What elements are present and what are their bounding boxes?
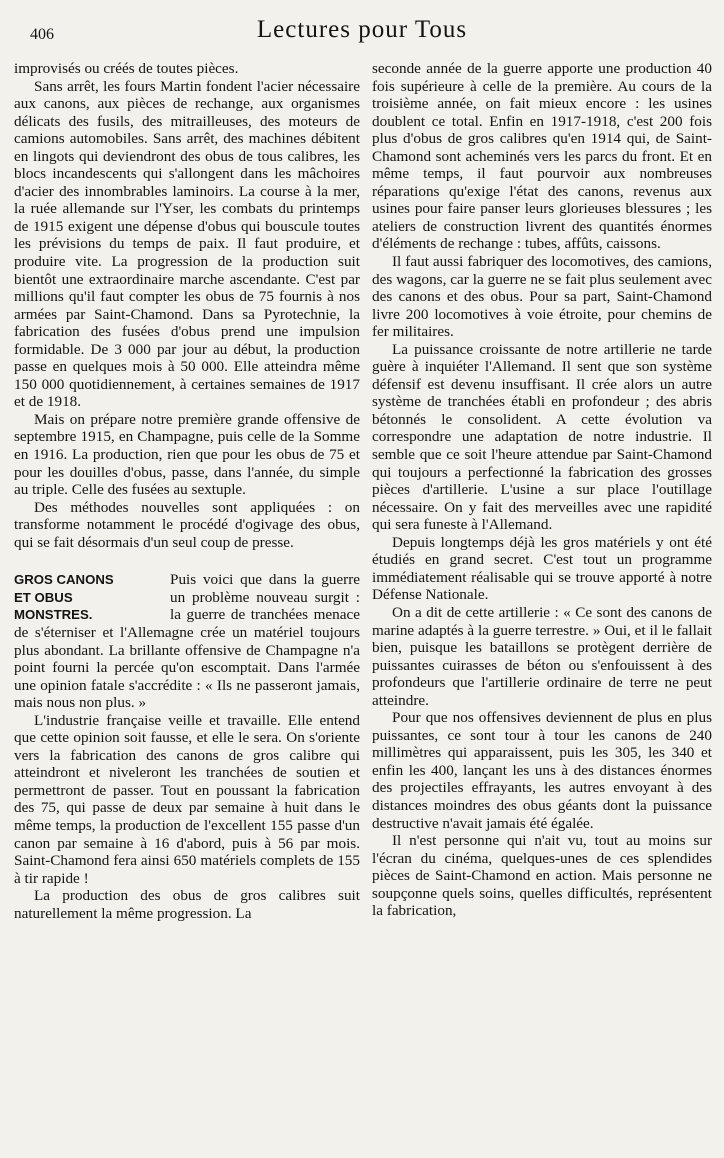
section-gros-canons bbox=[14, 571, 360, 711]
section-gap bbox=[14, 551, 360, 571]
subheading-line: GROS CANONS bbox=[14, 572, 114, 588]
paragraph: Pour que nos offensives deviennent de plus en plus puissantes, ce sont tour à tour les canons de 240 millimètres qui apparaissent, puis les 305, les 340 et enfin les 400, lançant les uns à des distances énormes des projectiles effrayants, les autres envoyant à des distances moindres des obus géants dont la puissance destructive n'avait jamais été égalée. bbox=[372, 709, 712, 832]
paragraph: improvisés ou créés de toutes pièces. bbox=[14, 60, 239, 77]
paragraph: Depuis longtemps déjà les gros matériels y ont été étudiés en grand secret. C'est tout un programme immédiatement réalisable qui se trouve apporté à notre Défense Nationale. bbox=[372, 533, 712, 604]
paragraph: Sans arrêt, les fours Martin fondent l'acier nécessaire aux canons, aux pièces de rechange, aux organismes délicats des fusils, des mitrailleuses, des moteurs de camions automobiles. Sans arrêt, des machines débitent en lingots qui deviendront des obus de tous calibres, les blocs incandescents qui s'allongent dans les mâchoires d'acier des innombrables laminoirs. La course à la mer, la ruée allemande sur l'Yser, les combats du printemps de 1915 exigent une dépense d'obus qui bouscule toutes les prévisions du temps de paix. Il faut produire, et produire vite. La progression de la production suit bientôt une extraordinaire marche ascendante. C'est par millions qu'il faut compter les obus de 75 fournis à nos armées par Saint-Chamond. Dans sa Pyrotechnie, la fabrication des fusées d'obus prend une impulsion formidable. De 3 000 par jour au début, la production passe en quelques mois à 50 000. Elle atteindra même 150 000 quotidiennement, à certaines semaines de 1917 et de 1918. bbox=[14, 77, 360, 411]
right-column bbox=[372, 60, 712, 920]
running-title: Lectures pour Tous bbox=[256, 16, 468, 43]
paragraph: Des méthodes nouvelles sont appliquées : on transforme notamment le procédé d'ogivage des obus, qui se fait désormais d'un seul coup de presse. bbox=[14, 498, 360, 551]
section-subheading bbox=[14, 571, 164, 624]
page-number: 406 bbox=[30, 26, 54, 43]
paragraph: seconde année de la guerre apporte une production 40 fois supérieure à celle de la première. Au cours de la troisième année, on fait mieux encore : les usines doublent ce total. Enfin en 1917-1918, c'est 200 fois plus d'obus de gros calibres qu'en 1914 qui, de Saint-Chamond sont acheminés vers les parcs du front. Et en même temps, il faut pourvoir aux nombreuses réparations qu'exige l'état des canons, revenus aux usines pour faire panser leurs glorieuses blessures ; les ateliers de construction livrent des quantités énormes d'éléments de rechange : tubes, affûts, caissons. bbox=[372, 60, 712, 253]
paragraph: Il faut aussi fabriquer des locomotives, des camions, des wagons, car la guerre ne se fait plus seulement avec des canons et des obus. Pour sa part, Saint-Chamond livre 200 locomotives à voie étroite, pour chemins de fer militaires. bbox=[372, 253, 712, 341]
paragraph: La puissance croissante de notre artillerie ne tarde guère à inquiéter l'Allemand. Il sent que son système défensif est devenu insuffisant. Il crée alors un autre système de tranchées établi en profondeur ; des abris bétonnés le consolident. A cette évolution va correspondre une adaptation de notre industrie. Il semble que ce soit l'heure attendue par Saint-Chamond qui toujours a perfectionné la fabrication des grosses pièces d'artillerie. L'usine a sur place l'outillage nécessaire. On y fait des merveilles avec une rapidité qui sera funeste à l'Allemand. bbox=[372, 340, 712, 534]
paragraph: La production des obus de gros calibres suit naturellement la même progression. La bbox=[14, 887, 360, 922]
paragraph: Puis voici que dans la guerre un problème nouveau surgit : la guerre de tranchées menace de s'éterniser et l'Allemagne crée un matériel toujours plus abondant. La brillante offensive de Champagne n'a point fourni la percée qu'on escomptait. Dans l'armée une opinion fatale s'accrédite : « Ils ne passeront jamais, mais nous non plus. » bbox=[14, 571, 360, 712]
left-column bbox=[14, 60, 360, 922]
paragraph: Mais on prépare notre première grande offensive de septembre 1915, en Champagne, puis celle de la Somme en 1916. La production, rien que pour les obus de 75 et pour les douilles d'obus, passe, dans l'année, du simple au triple. Celle des fusées au sextuple. bbox=[14, 410, 360, 499]
page-header bbox=[14, 16, 710, 50]
paragraph: On a dit de cette artillerie : « Ce sont des canons de marine adaptés à la guerre terrestre. » Oui, et il le fallait bien, puisque les bataillons se protègent derrière de puissantes cuirasses de béton ou s'enfouissent à des profondeurs que l'artillerie ordinaire de terre ne peut atteindre. bbox=[372, 603, 712, 709]
paragraph: L'industrie française veille et travaille. Elle entend que cette opinion soit fausse, et elle le sera. On s'oriente vers la fabrication des canons de gros calibre qui atteindront et niveleront les tranchées de soutien et permettront de passer. Tout en poussant la fabrication des 75, qui passe de deux par semaine à huit dans le même temps, la production de l'excellent 155 passe d'un canon par semaine à 16 d'abord, puis à 56 par mois. Saint-Chamond fera ainsi 650 matériels complets de 155 à tir rapide ! bbox=[14, 711, 360, 887]
subheading-line: ET OBUS bbox=[14, 589, 73, 605]
subheading-line: MONSTRES. bbox=[14, 607, 93, 623]
paragraph: Il n'est personne qui n'ait vu, tout au moins sur l'écran du cinéma, quelques-unes de ces splendides pièces de Saint-Chamond en action. Mais personne ne soupçonne quels soins, quelles difficultés, représentent la fabrication, bbox=[372, 832, 712, 920]
